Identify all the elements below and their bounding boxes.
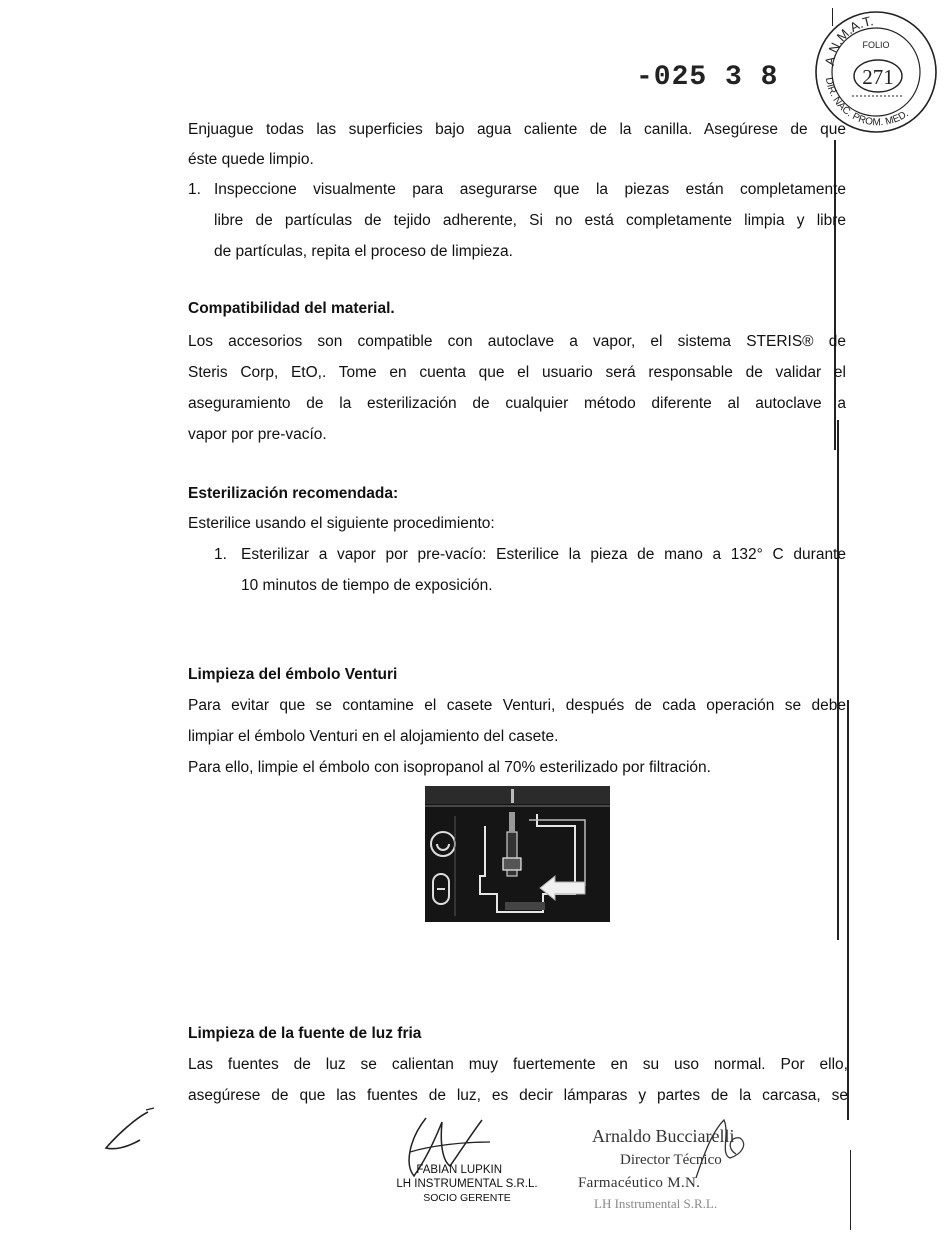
luz-line-2: asegúrese de que las fuentes de luz, es decir lámparas y partes de la carcasa, se [188,1087,848,1104]
inspection-line-1: Inspeccione visualmente para asegurarse que la piezas están completamente [214,181,846,198]
steril-intro: Esterilice usando el siguiente procedimiento: [188,515,495,532]
intro-line-1: Enjuague todas las superficies bajo agua caliente de la canilla. Asegúrese de que [188,121,846,138]
compat-line-4: vapor por pre-vacío. [188,426,327,443]
inspection-line-2: libre de partículas de tejido adherente, Si no está completamente limpia y libre [214,212,846,229]
signature-scribble-right [690,1114,770,1184]
intro-line-2: éste quede limpio. [188,151,314,168]
signature-right-name: Arnaldo Bucciarelli [592,1126,735,1146]
steril-heading: Esterilización recomendada: [188,485,399,502]
steril-line-2: 10 minutos de tiempo de exposición. [241,577,493,594]
steril-list-number: 1. [214,546,227,563]
signature-left-company: LH INSTRUMENTAL S.R.L. [396,1178,538,1190]
venturi-line-1: Para evitar que se contamine el casete Venturi, después de cada operación se debe [188,697,846,714]
luz-line-1: Las fuentes de luz se calientan muy fuertemente en su uso normal. Por ello, [188,1056,848,1073]
luz-heading: Limpieza de la fuente de luz fria [188,1025,422,1042]
compat-line-1: Los accesorios son compatible con autoclave a vapor, el sistema STERIS® de [188,333,846,350]
venturi-plunger-photo [425,786,610,922]
signature-right-company: LH Instrumental S.R.L. [594,1196,718,1211]
compat-line-2: Steris Corp, EtO,. Tome en cuenta que el usuario será responsable de validar el [188,364,846,381]
signature-right-title: Director Técnico [620,1152,722,1168]
signature-left-role: SOCIO GERENTE [423,1192,511,1204]
inspection-line-3: de partículas, repita el proceso de limpieza. [214,243,513,260]
inspection-list-number: 1. [188,181,201,198]
stamp-top-text: A.N.M.A.T. [821,13,875,67]
margin-initial-mark [96,1104,160,1160]
venturi-line-3: Para ello, limpie el émbolo con isopropanol al 70% esterilizado por filtración. [188,759,711,776]
venturi-heading: Limpieza del émbolo Venturi [188,666,398,683]
stamp-folio-label: FOLIO [862,40,890,50]
signature-left-name: FABIAN LUPKIN [416,1164,502,1176]
signature-right-role: Farmacéutico M.N. [578,1175,701,1191]
document-number: -025 3 8 [636,62,779,93]
stamp-bottom-text: DIR. NAC. PROM. MED. [822,76,911,129]
compat-heading: Compatibilidad del material. [188,300,395,317]
stamp-folio-number: 271 [862,65,894,89]
venturi-line-2: limpiar el émbolo Venturi en el alojamiento del casete. [188,728,559,745]
compat-line-3: aseguramiento de la esterilización de cualquier método diferente al autoclave a [188,395,846,412]
steril-line-1: Esterilizar a vapor por pre-vacío: Esterilice la pieza de mano a 132° C durante [241,546,846,563]
